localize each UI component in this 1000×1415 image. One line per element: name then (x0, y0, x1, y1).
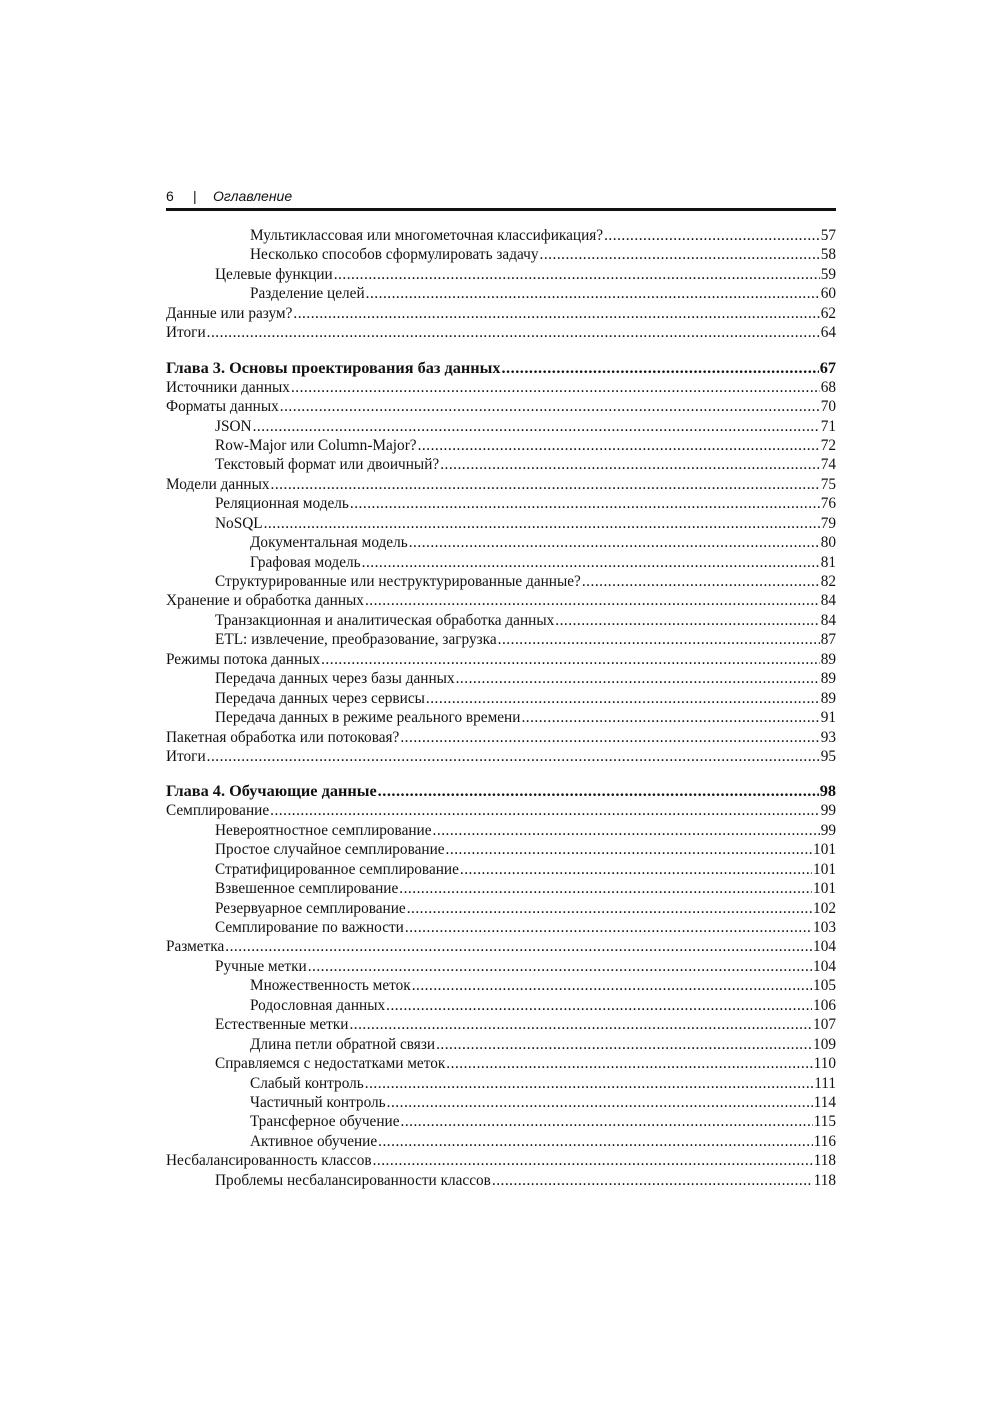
toc-entry-title: Несбалансированность классов (166, 1152, 372, 1170)
toc-entry[interactable] (166, 533, 836, 552)
toc-entry-title: Разметка (166, 938, 225, 956)
toc-entry[interactable] (166, 494, 836, 513)
toc-entry-page: 104 (813, 938, 836, 956)
toc-entry-page: 87 (820, 631, 836, 649)
toc-entry[interactable] (166, 1151, 836, 1170)
toc-entry-page: 89 (820, 670, 836, 688)
toc-entry-page: 71 (820, 417, 836, 435)
toc-entry-page: 70 (820, 398, 836, 416)
dot-leader (405, 918, 812, 937)
toc-entry-title: Родословная данных (250, 996, 386, 1014)
toc-entry[interactable] (166, 475, 836, 494)
toc-entry[interactable] (166, 1054, 836, 1073)
toc-entry-page: 79 (820, 514, 836, 532)
dot-leader (365, 1074, 813, 1093)
dot-leader (436, 1035, 812, 1054)
toc-entry-title: Активное обучение (250, 1132, 378, 1150)
toc-entry-page: 60 (820, 285, 836, 303)
toc-entry-title: Итоги (166, 324, 206, 342)
toc-entry-title: JSON (215, 417, 252, 435)
dot-leader (373, 1151, 813, 1170)
toc-entry-title: Невероятностное семплирование (215, 821, 432, 839)
toc-entry-page: 105 (813, 977, 836, 995)
running-header (166, 186, 836, 211)
toc-entry-title: Резервуарное семплирование (215, 899, 406, 917)
toc-entry-page: 74 (820, 456, 836, 474)
toc-entry-page: 109 (813, 1035, 836, 1053)
toc-entry-title: Источники данных (166, 378, 290, 396)
toc-entry-page: 99 (820, 802, 836, 820)
dot-leader (446, 1054, 812, 1073)
dot-leader (321, 650, 820, 669)
toc-entry[interactable] (166, 630, 836, 649)
toc-entry-title: Структурированные или неструктурированные данные? (215, 573, 581, 590)
toc-entry-title: Глава 4. Обучающие данные (166, 781, 377, 801)
toc-entry-page: 115 (813, 1113, 836, 1131)
toc-entry[interactable] (166, 708, 836, 727)
toc-entry-page: 67 (819, 357, 836, 377)
page-number: 6 (166, 188, 174, 204)
toc-entry[interactable] (166, 417, 836, 436)
dot-leader (362, 553, 820, 572)
dot-leader (460, 860, 812, 879)
header-title: Оглавление (213, 188, 293, 204)
toc-entry[interactable] (166, 591, 836, 610)
toc-entry[interactable] (166, 879, 836, 898)
dot-leader (366, 284, 820, 303)
toc-entry-page: 114 (813, 1093, 836, 1111)
dot-leader (264, 514, 820, 533)
toc-entry[interactable] (166, 1035, 836, 1054)
dot-leader (293, 304, 819, 323)
toc-entry-title: Слабый контроль (250, 1074, 364, 1092)
toc-entry-title: Стратифицированное семплирование (215, 860, 459, 878)
dot-leader (407, 899, 812, 918)
toc-entry-title: Пакетная обработка или потоковая? (166, 728, 400, 746)
toc-entry-title: Графовая модель (250, 553, 361, 571)
dot-leader (350, 494, 820, 513)
toc-entry-page: 99 (820, 821, 836, 839)
toc-entry-title: Мультиклассовая или многометочная классификация? (250, 227, 604, 244)
dot-leader (378, 1132, 812, 1151)
toc-entry-title: Хранение и обработка данных (166, 592, 364, 610)
dot-leader (409, 533, 820, 552)
dot-leader (207, 323, 820, 342)
toc-chapter-entry[interactable] (166, 780, 836, 801)
dot-leader (308, 957, 812, 976)
toc-entry-title: Итоги (166, 747, 206, 765)
dot-leader (433, 821, 820, 840)
toc-entry-title: Передача данных через базы данных (215, 670, 455, 688)
toc-entry-page: 64 (820, 324, 836, 342)
toc-entry-page: 89 (820, 650, 836, 668)
dot-leader (582, 572, 820, 591)
toc-entry[interactable] (166, 669, 836, 688)
dot-leader (253, 417, 820, 436)
toc-entry-page: 59 (820, 265, 836, 283)
toc-entry-title: Справляемся с недостатками меток (215, 1055, 446, 1073)
toc-chapter-entry[interactable] (166, 357, 836, 378)
toc-entry-title: Передача данных в режиме реального времени (215, 709, 521, 727)
toc-entry-page: 57 (820, 227, 836, 244)
toc-entry[interactable] (166, 957, 836, 976)
toc-entry-title: Частичный контроль (250, 1093, 386, 1111)
header-separator: | (193, 188, 197, 204)
toc-entry-page: 81 (820, 553, 836, 571)
toc-entry-page: 118 (813, 1152, 836, 1170)
toc-entry-title: Длина петли обратной связи (250, 1035, 436, 1053)
toc-entry-title: Форматы данных (166, 398, 279, 416)
dot-leader (401, 1112, 813, 1131)
toc-entry[interactable] (166, 996, 836, 1015)
dot-leader (456, 669, 820, 688)
toc-entry[interactable] (166, 1132, 836, 1151)
toc-entry-page: 80 (820, 534, 836, 552)
dot-leader (291, 378, 820, 397)
dot-leader (387, 1093, 813, 1112)
toc-entry[interactable] (166, 937, 836, 956)
toc-entry-title: Передача данных через сервисы (215, 689, 425, 707)
toc-entry[interactable] (166, 284, 836, 303)
toc-entry[interactable] (166, 572, 836, 591)
toc-entry-page: 101 (813, 880, 836, 898)
toc-entry-page: 75 (820, 475, 836, 493)
toc-entry[interactable] (166, 226, 836, 245)
dot-leader (604, 226, 820, 245)
toc-entry[interactable] (166, 747, 836, 766)
toc-entry[interactable] (166, 378, 836, 397)
dot-leader (399, 879, 812, 898)
toc-entry[interactable] (166, 514, 836, 533)
toc-entry[interactable] (166, 899, 836, 918)
toc-entry-title: Разделение целей (250, 285, 365, 303)
toc-entry-page: 116 (813, 1132, 836, 1150)
toc-entry-title: Семплирование по важности (215, 919, 404, 936)
toc-entry[interactable] (166, 553, 836, 572)
dot-leader (555, 611, 819, 630)
toc-entry-title: Текстовый формат или двоичный? (215, 456, 440, 474)
toc-entry-page: 58 (820, 246, 836, 264)
toc-entry[interactable] (166, 1112, 836, 1131)
toc-entry-title: Естественные метки (215, 1016, 349, 1034)
toc-entry[interactable] (166, 976, 836, 995)
toc-entry-title: Модели данных (166, 475, 270, 493)
toc-entry-title: Документальная модель (250, 534, 408, 552)
toc-entry-page: 84 (820, 611, 836, 629)
toc-entry-title: Простое случайное семплирование (215, 841, 445, 859)
toc-entry-page: 76 (820, 495, 836, 513)
toc-entry-title: NoSQL (215, 514, 263, 532)
toc-entry[interactable] (166, 689, 836, 708)
dot-leader (386, 996, 812, 1015)
toc-entry[interactable] (166, 1171, 836, 1190)
dot-leader (446, 840, 813, 859)
dot-leader (207, 747, 820, 766)
toc-entry-title: Реляционная модель (215, 495, 349, 513)
toc-entry-page: 84 (820, 592, 836, 610)
toc-entry[interactable] (166, 801, 836, 820)
dot-leader (418, 436, 820, 455)
toc-entry[interactable] (166, 1093, 836, 1112)
toc-entry[interactable] (166, 397, 836, 416)
toc-entry-title: Проблемы несбалансированности классов (215, 1171, 491, 1189)
toc-entry[interactable] (166, 436, 836, 455)
toc-entry-page: 82 (820, 573, 836, 590)
dot-leader (349, 1015, 812, 1034)
toc-entry-page: 111 (814, 1074, 836, 1092)
toc-entry-page: 102 (813, 899, 836, 917)
toc-entry-title: Трансферное обучение (250, 1113, 400, 1131)
dot-leader (440, 455, 820, 474)
toc-entry-title: Множественность меток (250, 977, 411, 995)
toc-entry-title: ETL: извлечение, преобразование, загрузка (215, 631, 497, 649)
dot-leader (280, 397, 820, 416)
toc-entry-title: Транзакционная и аналитическая обработка данных (215, 611, 555, 629)
toc-entry-page: 98 (819, 781, 836, 801)
toc-entry-title: Глава 3. Основы проектирования баз данных (166, 357, 501, 377)
dot-leader (412, 976, 812, 995)
toc-entry-title: Ручные метки (215, 957, 307, 975)
dot-leader (426, 689, 820, 708)
toc-entry-title: Семплирование (166, 802, 270, 820)
toc-entry-page: 68 (820, 378, 836, 396)
toc-entry[interactable] (166, 611, 836, 630)
toc-entry-title: Взвешенное семплирование (215, 880, 399, 898)
toc-entry-page: 103 (813, 919, 836, 936)
toc-entry-page: 110 (813, 1055, 836, 1073)
toc-entry[interactable] (166, 265, 836, 284)
toc-entry-page: 91 (820, 709, 836, 727)
toc-entry[interactable] (166, 245, 836, 264)
toc-entry-page: 89 (820, 689, 836, 707)
toc-entry[interactable] (166, 304, 836, 323)
toc-entry-page: 62 (820, 304, 836, 322)
toc-entry-title: Row-Major или Column-Major? (215, 436, 417, 454)
toc-entry-page: 101 (813, 841, 836, 859)
dot-leader (498, 630, 820, 649)
toc-entry-page: 104 (813, 957, 836, 975)
dot-leader (271, 475, 820, 494)
toc-entry-title: Данные или разум? (166, 304, 293, 322)
toc-entry-title: Несколько способов сформулировать задачу (250, 246, 539, 264)
toc-entry[interactable] (166, 650, 836, 669)
dot-leader (334, 265, 820, 284)
toc-entry-page: 106 (813, 996, 836, 1014)
toc-entry[interactable] (166, 840, 836, 859)
toc-entry[interactable] (166, 918, 836, 937)
toc-entry-page: 95 (820, 747, 836, 765)
toc-entry[interactable] (166, 728, 836, 747)
dot-leader (365, 591, 820, 610)
table-of-contents (166, 226, 836, 1190)
dot-leader (400, 728, 819, 747)
dot-leader (378, 780, 819, 801)
toc-entry[interactable] (166, 1074, 836, 1093)
dot-leader (492, 1171, 813, 1190)
dot-leader (270, 801, 820, 820)
toc-entry-title: Целевые функции (215, 265, 333, 283)
toc-entry-page: 118 (813, 1171, 836, 1189)
toc-entry-page: 72 (820, 436, 836, 454)
toc-entry[interactable] (166, 323, 836, 342)
toc-entry[interactable] (166, 455, 836, 474)
toc-entry[interactable] (166, 821, 836, 840)
dot-leader (501, 357, 818, 378)
toc-entry-page: 107 (813, 1016, 836, 1034)
dot-leader (521, 708, 819, 727)
toc-entry-page: 101 (813, 860, 836, 878)
toc-entry-title: Режимы потока данных (166, 650, 321, 668)
dot-leader (225, 937, 812, 956)
toc-entry-page: 93 (820, 728, 836, 746)
dot-leader (540, 245, 820, 264)
toc-entry[interactable] (166, 860, 836, 879)
toc-entry[interactable] (166, 1015, 836, 1034)
